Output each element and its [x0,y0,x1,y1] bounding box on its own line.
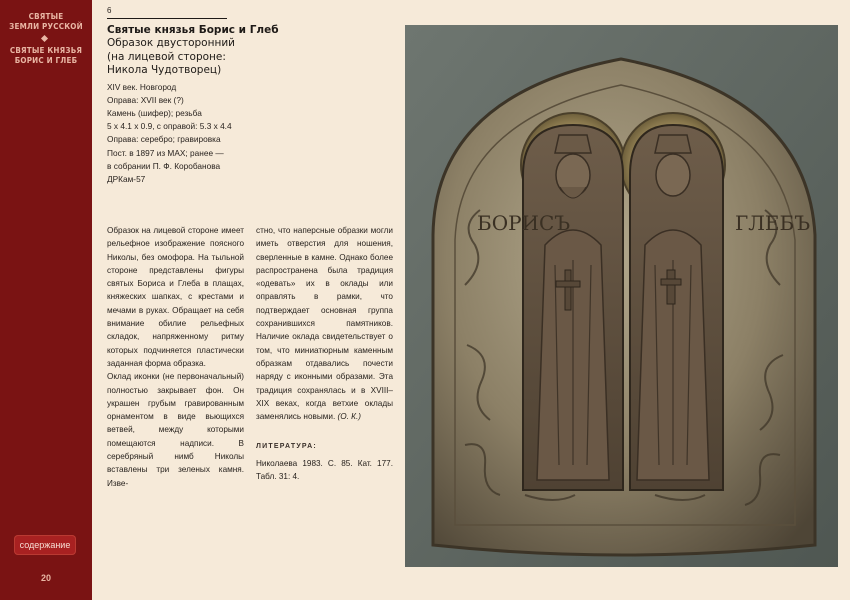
meta-collection: в собрании П. Ф. Коробанова [107,160,221,171]
author-initials: (О. К.) [337,412,361,422]
meta-frame-date: Оправа: XVII век (?) [107,94,184,105]
entry-subtitle-line: (на лицевой стороне: [107,50,226,63]
icon-photograph [405,25,838,567]
meta-provenance: Пост. в 1897 из МАХ; ранее — [107,147,224,158]
meta-date-place: XIV век. Новгород [107,81,177,92]
meta-material: Камень (шифер); резьба [107,107,202,118]
entry-metadata [107,81,307,187]
literature-heading: ЛИТЕРАТУРА: [256,443,317,451]
catalog-number: 6 [107,6,112,15]
literature-reference: Николаева 1983. С. 85. Кат. 177. Табл. 31: 4. [256,458,393,482]
subsection-title[interactable] [0,46,92,65]
divider [107,18,227,19]
description-column-1 [107,224,244,490]
description-paragraph: Оклад иконки (не первоначальный) полностью закрывает фон. Он украшен грубым гравированным орнаментом в виде вьющихся ветвей, между которыми помещаются надписи. В серебряный нимб Николы вставлены три зеленых камня. Изве- [107,372,244,488]
meta-inventory: ДРКам-57 [107,173,146,184]
inscription-gleb: ГЛЕБЪ [735,211,811,235]
entry-subtitle-line: Никола Чудотворец) [107,64,222,76]
description-column-2 [256,224,393,483]
description-paragraph: Образок на лицевой стороне имеет рельефное изображение поясного Николы, без омофора. На тыльной стороне представлены фигуры святых Бориса и Глеба в плащах, княжеских шапках, с крестами и мечами в руках. Обращает на себя внимание обилие рельефных складок, напряженному ритму которых подчиняется пластически заданная форма образка. [107,226,244,368]
sidebar [0,0,92,600]
section-title-line: ЗЕМЛИ РУССКОЙ [9,21,83,31]
description-text: стно, что наперсные образки могли иметь отверстия для ношения, сверленные в камне. Однако более распространена была традиция «одевать» их в оклады или оправлять в рамки, что подтверждает основная группа сохранившихся памятников. Наличие оклада свидетельствует о том, что миниатюрным каменным образкам отдавались почести наряду с иконными образами. Эта традиция сохранялась и в XVIII–XIX веках, когда ветхие оклады заменялись новыми. [256,226,393,422]
entry-subtitle [107,37,307,78]
catalog-entry [107,23,307,186]
meta-dimensions: 5 x 4.1 x 0.9, с оправой: 5.3 x 4.4 [107,121,232,132]
subsection-title-line: БОРИС И ГЛЕБ [14,55,78,65]
inscription-boris: БОРИСЪ [477,211,571,235]
contents-button[interactable]: содержание [14,535,76,555]
entry-subtitle-line: Образок двусторонний [107,37,235,49]
icon-image [405,25,838,567]
description-paragraph [256,224,393,423]
meta-frame-material: Оправа: серебро; гравировка [107,134,221,145]
entry-title: Святые князья Борис и Глеб [107,24,279,36]
diamond-ornament-icon [41,35,48,42]
section-title[interactable] [0,12,92,31]
subsection-title-line: СВЯТЫЕ КНЯЗЬЯ [9,46,83,55]
page-number: 20 [40,573,51,583]
section-title-line: СВЯТЫЕ [28,12,64,21]
